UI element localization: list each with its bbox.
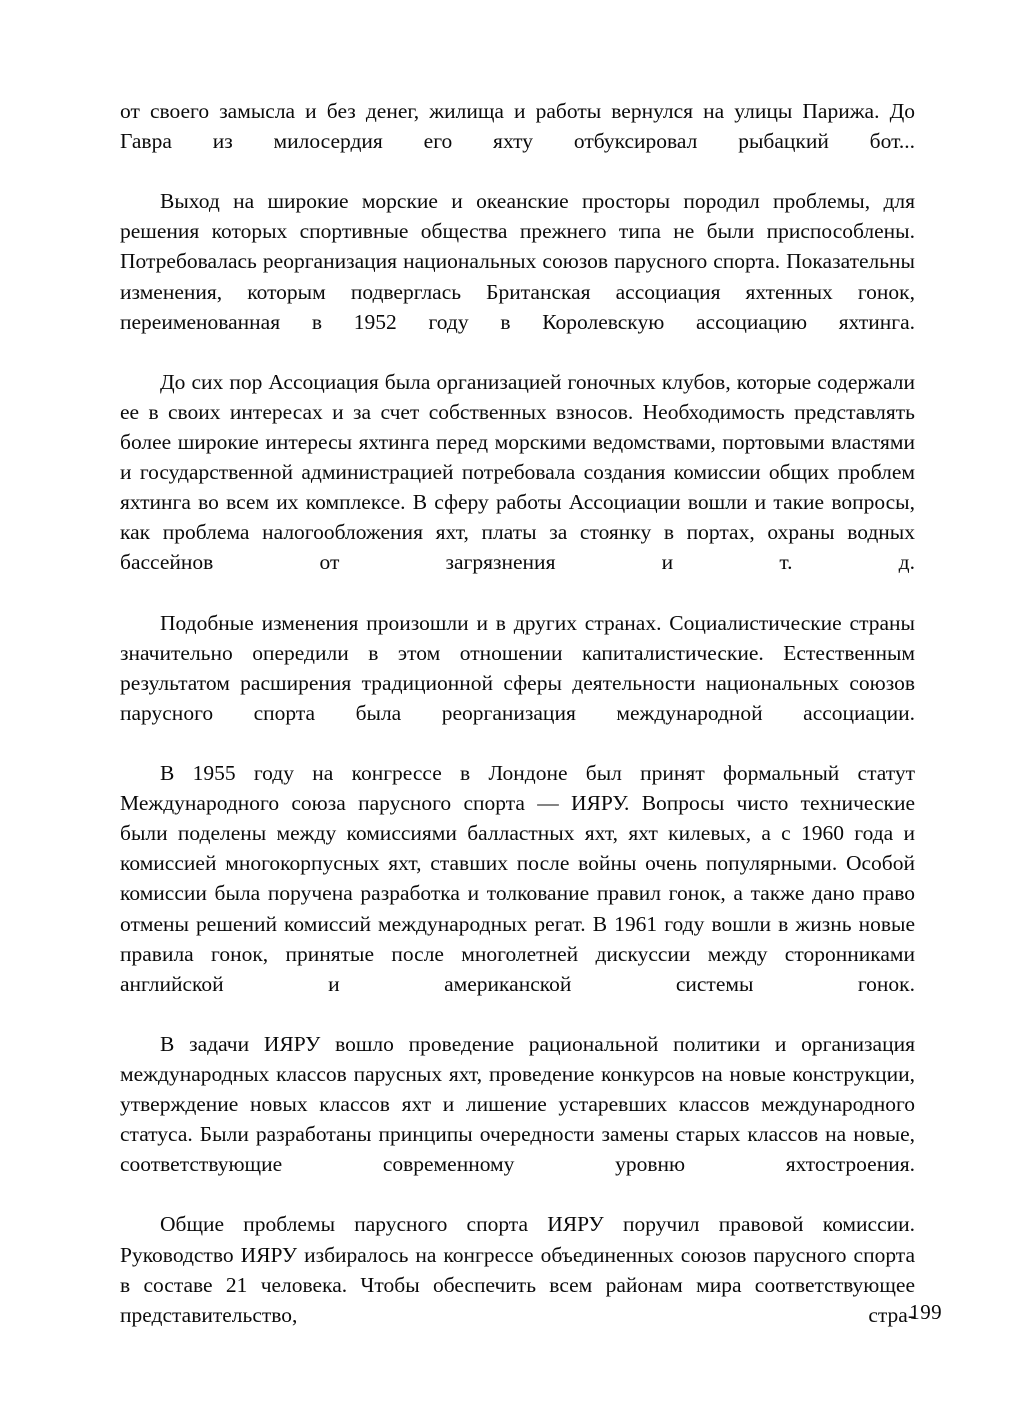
paragraph-2: Выход на широкие морские и океанские просторы породил проблемы, для решения которых спортивные общества прежнего типа не были приспособлены. Потребовалась реорганизация национальных союзов парусного спорта. Показательны изменения, которым подверглась Британская ассоциация яхтенных гонок, переименованная в 1952 году в Королевскую ассоциацию яхтинга. (120, 189, 915, 334)
page-number: 199 (909, 1300, 942, 1324)
paragraph-4: Подобные изменения произошли и в других странах. Социалистические страны значительно опередили в этом отношении капиталистические. Естественным результатом расширения традиционной сферы деятельности национальных союзов парусного спорта была реорганизация международной ассоциации. (120, 610, 915, 725)
paragraph-7: Общие проблемы парусного спорта ИЯРУ поручил правовой комиссии. Руководство ИЯРУ избиралось на конгрессе объединенных союзов парусного спорта в составе 21 человека. Чтобы обеспечить всем районам мира соответствующее представительство, стра- (120, 1212, 915, 1327)
paragraph-3: До сих пор Ассоциация была организацией гоночных клубов, которые содержали ее в своих интересах и за счет собственных взносов. Необходимость представлять более широкие интересы яхтинга перед морскими ведомствами, портовыми властями и государственной администрацией потребовала создания комиссии общих проблем яхтинга во всем их комплексе. В сферу работы Ассоциации вошли и такие вопросы, как проблема налогообложения яхт, платы за стоянку в портах, охраны водных бассейнов от загрязнения и т. д. (120, 369, 915, 575)
body-text-column (120, 96, 915, 1360)
paragraph-1: от своего замысла и без денег, жилища и работы вернулся на улицы Парижа. До Гавра из милосердия его яхту отбуксировал рыбацкий бот... (120, 99, 915, 154)
paragraph-6: В задачи ИЯРУ вошло проведение рациональной политики и организация международных классов парусных яхт, проведение конкурсов на новые конструкции, утверждение новых классов яхт и лишение устаревших классов международного статуса. Были разработаны принципы очередности замены старых классов на новые, соответствующие современному уровню яхтостроения. (120, 1031, 915, 1177)
paragraph-5: В 1955 году на конгрессе в Лондоне был принят формальный статут Международного союза парусного спорта — ИЯРУ. Вопросы чисто технические были поделены между комиссиями балластных яхт, яхт килевых, а с 1960 года и комиссией многокорпусных яхт, ставших после войны очень популярными. Особой комиссии была поручена разработка и толкование правил гонок, а также дано право отмены решений комиссий международных регат. В 1961 году вошли в жизнь новые правила гонок, принятые после многолетней дискуссии между сторонниками английской и американской системы гонок. (120, 761, 915, 996)
